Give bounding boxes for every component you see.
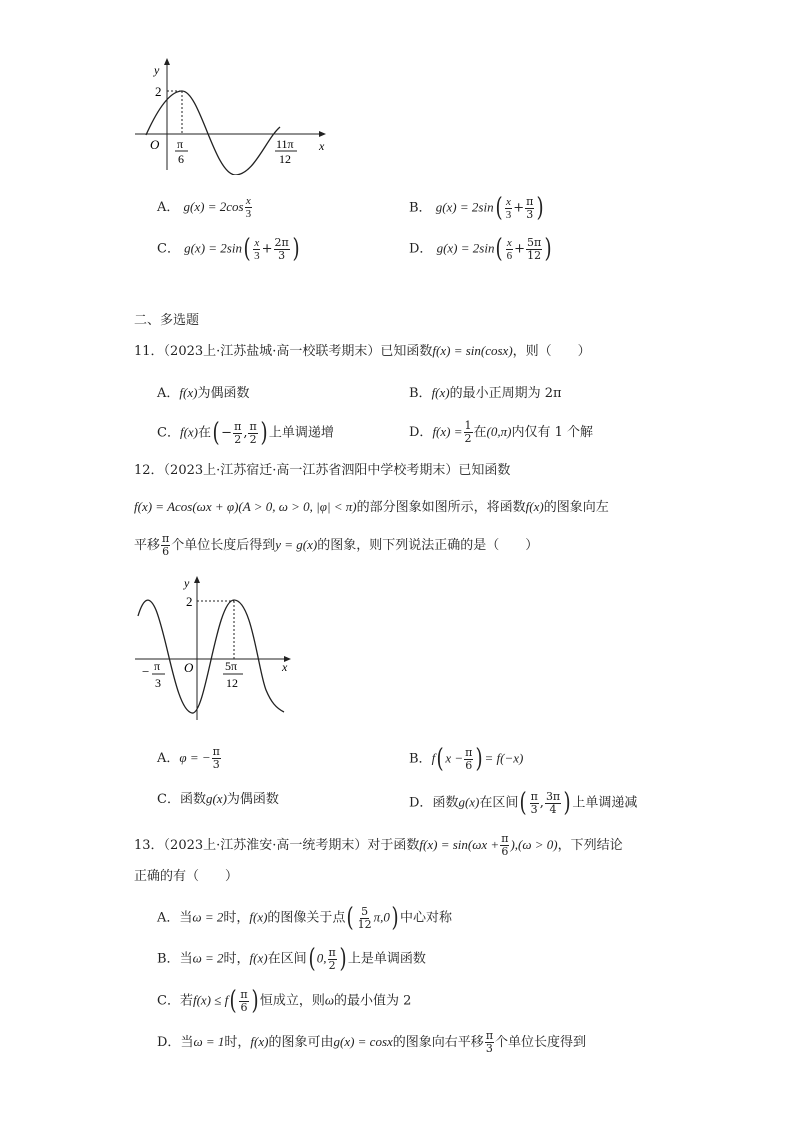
q11-option-c[interactable]: C．f(x)在( − $\frac{\pi}{2}$ , $\frac{\pi}{2}$ ) 上单调递增 [157,418,334,448]
graph-2 [130,570,300,720]
x-tick-pi3-den: 3 [155,676,161,690]
q12-stem-line2: f(x) = Acos(ωx + φ)(A > 0, ω > 0, |φ| < π)的部分图象如图所示，将函数f(x)的图象向左 [134,499,609,515]
x-tick-5pi12-den: 12 [226,676,238,690]
x-tick-11pi12-den: 12 [279,152,291,166]
q12-stem-line3: 平移 $\frac{\pi}{6}$ 个单位长度后得到y = g(x)的图象，则下列说法正确的是（ ） [134,532,539,558]
x-label: x [282,660,288,674]
q13-option-d[interactable]: D．当ω = 1时，f(x)的图象可由g(x) = cosx的图象向右平移 $\frac{\pi}{3}$ 个单位长度得到 [157,1029,587,1055]
y-label: y [184,576,190,590]
q13-option-a[interactable]: A．当ω = 2时，f(x)的图像关于点( $\frac{5}{12}$ π,0) 中心对称 [157,903,453,933]
x-tick-5pi12-num: 5π [225,659,238,673]
x-tick-neg-sign: − [142,664,150,679]
y-label: y [154,63,160,77]
q11-option-d[interactable]: D．f(x) = $\frac{1}{2}$ 在(0,π)内仅有 1 个解 [409,419,593,445]
q12-option-a[interactable]: A．φ = − $\frac{\pi}{3}$ [157,745,220,771]
section-title: 二、多选题 [134,313,200,328]
q10-option-d[interactable]: D． g(x) = 2sin( $\frac{x}{6}$ + $\frac{5\pi}{12}$ ) [409,234,552,264]
q12-stem-line1: 12．（2023上·江苏宿迁·高一江苏省泗阳中学校考期末）已知函数 [134,463,511,478]
q13-stem-line1: 13．（2023上·江苏淮安·高一统考期末）对于函数f(x) = sin(ωx + $\frac{\pi}{6}$ ),(ω > 0)，下列结论 [134,832,623,858]
q12-option-d[interactable]: D．函数g(x)在区间( $\frac{\pi}{3}$ , $\frac{3\pi}{4}$ ) 上单调递减 [409,788,638,818]
graph-1 [130,55,340,175]
q13-option-b[interactable]: B．当ω = 2时，f(x)在区间( 0, $\frac{\pi}{2}$ ) 上是单调函数 [157,944,426,974]
y-tick-2: 2 [186,594,193,609]
curve-1 [146,91,280,175]
q10-option-a[interactable]: A． g(x) = 2cos $\frac{x}{3}$ [157,195,252,220]
curve-2 [138,600,284,713]
y-axis-arrow [164,58,170,65]
x-label: x [319,139,325,153]
q11-option-b[interactable]: B．f(x)的最小正周期为 2π [409,385,562,401]
origin-label: O [184,660,194,675]
x-axis-arrow [319,131,326,137]
q11-option-a[interactable]: A．f(x)为偶函数 [157,385,250,401]
q12-option-b[interactable]: B．f( x − $\frac{\pi}{6}$ ) = f(−x) [409,744,524,774]
origin-label: O [150,137,160,152]
x-tick-pi6-den: 6 [178,152,184,166]
q13-option-c[interactable]: C．若f(x) ≤ f( $\frac{\pi}{6}$ ) 恒成立，则ω的最小值为 2 [157,986,412,1016]
y-axis-arrow [194,576,200,583]
q11-stem: 11．（2023上·江苏盐城·高一校联考期末）已知函数f(x) = sin(cosx)，则（ ） [134,343,591,359]
q10-option-c[interactable]: C． g(x) = 2sin( $\frac{x}{3}$ + $\frac{2\pi}{3}$ ) [157,234,300,264]
q12-option-c[interactable]: C．函数g(x)为偶函数 [157,791,279,807]
x-tick-11pi12-num: 11π [276,137,294,151]
x-tick-pi6-num: π [177,137,184,151]
y-tick-2: 2 [155,84,162,99]
q10-option-b[interactable]: B． g(x) = 2sin( $\frac{x}{3}$ + $\frac{\pi}{3}$ ) [409,193,545,223]
x-tick-pi3-num: π [154,659,161,673]
q13-stem-line2: 正确的有（ ） [134,869,239,884]
